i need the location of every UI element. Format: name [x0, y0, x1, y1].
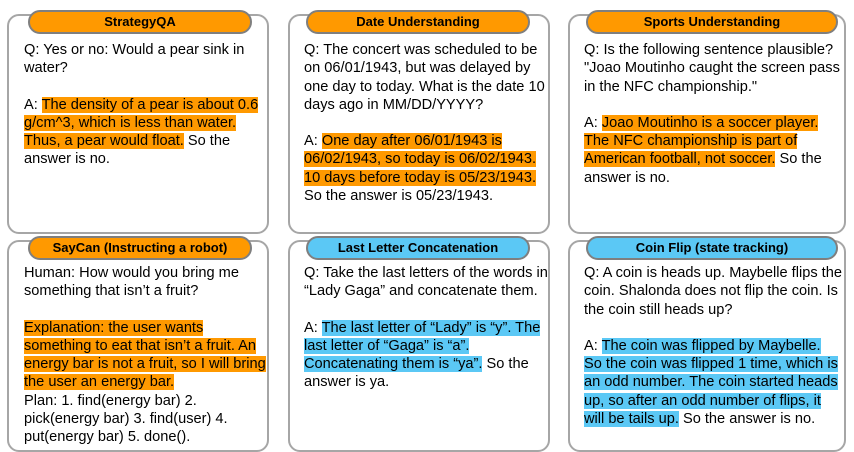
panel-body-saycan [24, 264, 272, 447]
panel-body-last-letter-concatenation [304, 264, 548, 392]
answer-prefix: A: [584, 337, 602, 354]
panel-title-date-understanding: Date Understanding [306, 10, 530, 34]
panel-title-last-letter-concatenation: Last Letter Concatenation [306, 236, 530, 260]
chain-of-thought-highlight: The last letter of “Lady” is “y”. The last letter of “Gaga” is “a”. Concatenating them is “ya”. [304, 319, 541, 373]
panel-body-coin-flip [584, 264, 842, 428]
plan-text: Plan: 1. find(energy bar) 2. pick(energy bar) 3. find(user) 4. put(energy bar) 5. done(). [24, 392, 228, 446]
answer-prefix: A: [24, 96, 42, 113]
answer-text [584, 337, 842, 428]
panel-body-strategyqa [24, 41, 268, 169]
answer-prefix: A: [304, 319, 322, 336]
chain-of-thought-highlight: Explanation: the user wants something to eat that isn’t a fruit. An energy bar is not a fruit, so I will bring the user an energy bar. [24, 319, 266, 391]
answer-prefix: A: [304, 133, 322, 150]
answer-tail: So the answer is no. [584, 151, 822, 186]
panel-title-coin-flip: Coin Flip (state tracking) [586, 236, 838, 260]
answer-text [584, 114, 842, 187]
panel-title-saycan: SayCan (Instructing a robot) [28, 236, 252, 260]
panel-body-sports-understanding [584, 41, 842, 187]
question-text: Q: The concert was scheduled to be on 06/01/1943, but was delayed by one day to today. What is the date 10 days ago in MM/DD/YYYY? [304, 42, 545, 113]
answer-text [304, 132, 548, 205]
question-text: Q: A coin is heads up. Maybelle flips the coin. Shalonda does not flip the coin. Is the coin still heads up? [584, 265, 842, 318]
question-text: Q: Take the last letters of the words in “Lady Gaga” and concatenate them. [304, 265, 548, 300]
answer-tail: So the answer is no. [678, 411, 816, 428]
question-text: Q: Yes or no: Would a pear sink in water? [24, 42, 245, 77]
answer-tail: So the answer is ya. [304, 356, 529, 391]
question-text: Human: How would you bring me something that isn’t a fruit? [24, 265, 239, 300]
answer-prefix: A: [584, 114, 602, 131]
panel-title-sports-understanding: Sports Understanding [586, 10, 838, 34]
answer-text [24, 96, 268, 169]
panel-body-date-understanding [304, 41, 548, 205]
answer-tail: So the answer is 05/23/1943. [304, 188, 494, 205]
answer-text [304, 319, 548, 392]
chain-of-thought-highlight: The coin was flipped by Maybelle. So the coin was flipped 1 time, which is an odd number. The coin started heads up, so after an odd number of flips, it will be tails up. [584, 337, 838, 428]
answer-tail: So the answer is no. [24, 133, 231, 168]
explanation-text [24, 319, 272, 392]
panel-title-strategyqa: StrategyQA [28, 10, 252, 34]
chain-of-thought-highlight: The density of a pear is about 0.6 g/cm^3, which is less than water. Thus, a pear would float. [24, 96, 259, 150]
chain-of-thought-highlight: Joao Moutinho is a soccer player. The NFC championship is part of American football, not soccer. [584, 114, 819, 168]
question-text: Q: Is the following sentence plausible? "Joao Moutinho caught the screen pass in the NFC championship." [584, 42, 840, 95]
chain-of-thought-highlight: One day after 06/01/1943 is 06/02/1943, so today is 06/02/1943. 10 days before today is 05/23/1943. [304, 133, 537, 186]
